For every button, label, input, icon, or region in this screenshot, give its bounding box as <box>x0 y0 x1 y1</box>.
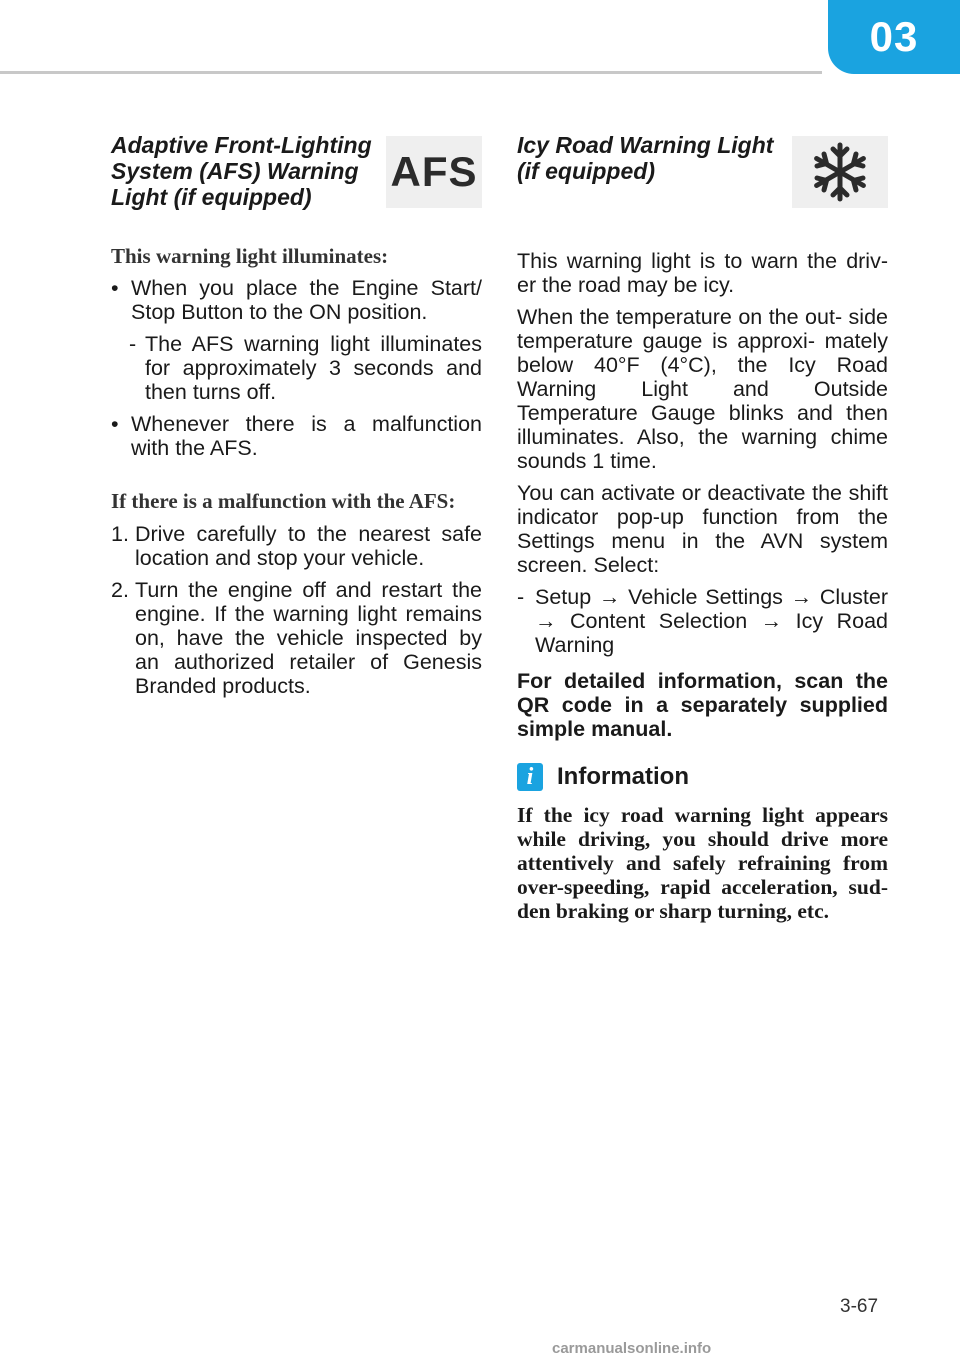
afs-step-2 <box>111 578 482 698</box>
bullet-mark: • <box>111 276 119 300</box>
icy-heading-row <box>517 132 888 212</box>
icy-road-section <box>517 132 888 923</box>
afs-icon-label: AFS <box>390 148 478 195</box>
afs-step-2-text: Turn the engine off and restart the engine. If the warning light remains on, have the vehicle inspected by an authorized retailer of Genesis Branded products. <box>135 578 482 698</box>
information-body: If the icy road warning light appears while driving, you should drive more attentively and safely refraining from over-speeding, rapid acceleration, sud- den braking or sharp turning, etc. <box>517 803 888 923</box>
icy-para-3: You can activate or deactivate the shift indicator pop-up function from the Settings menu in the AVN system screen. Select: <box>517 481 888 577</box>
afs-heading: Adaptive Front-Lighting System (AFS) Warning Light (if equipped) <box>111 132 372 210</box>
page-number: 3-67 <box>840 1296 879 1317</box>
info-icon: i <box>517 763 543 791</box>
watermark: carmanualsonline.info <box>552 1340 712 1357</box>
icy-menu-path-text: Setup → Vehicle Settings → Cluster → Content Selection → Icy Road Warning <box>535 585 888 657</box>
dash-mark: - <box>129 332 137 356</box>
afs-section <box>111 132 482 698</box>
icy-para-1: This warning light is to warn the driv- er the road may be icy. <box>517 249 888 297</box>
afs-bullet-2 <box>111 412 482 460</box>
header-rule <box>0 71 822 74</box>
icy-bold-note: For detailed information, scan the QR code in a separately supplied simple manual. <box>517 669 888 741</box>
icy-para-2: When the temperature on the out- side temperature gauge is approxi- mately below 40°F (4°C), the Icy Road Warning Light and Outside Temperature Gauge blinks and then illuminates. Also, the warning chime sounds 1 time. <box>517 305 888 473</box>
afs-step-1 <box>111 522 482 570</box>
step-number: 2. <box>111 578 129 602</box>
icy-heading: Icy Road Warning Light (if equipped) <box>517 132 774 184</box>
afs-illuminates-heading: This warning light illuminates: <box>111 244 389 268</box>
afs-step-1-text: Drive carefully to the nearest safe location and stop your vehicle. <box>135 522 482 570</box>
snowflake-icon <box>792 136 888 208</box>
bullet-mark: • <box>111 412 119 436</box>
afs-bullet-1-text: When you place the Engine Start/ Stop Button to the ON position. <box>131 276 482 324</box>
information-header <box>517 763 888 791</box>
afs-bullet-1 <box>111 276 482 324</box>
snowflake-icon-graphic <box>809 141 871 203</box>
afs-sub-bullet <box>111 332 482 404</box>
information-title: Information <box>557 763 689 790</box>
icy-menu-path <box>517 585 888 657</box>
afs-sub-bullet-text: The AFS warning light illuminates for approximately 3 seconds and then turns off. <box>145 332 482 404</box>
dash-mark: - <box>517 585 525 609</box>
afs-malfunction-heading: If there is a malfunction with the AFS: <box>111 489 456 513</box>
step-number: 1. <box>111 522 129 546</box>
afs-bullet-2-text: Whenever there is a malfunction with the AFS. <box>131 412 482 460</box>
afs-heading-row <box>111 132 482 212</box>
chapter-tab: 03 <box>828 0 960 74</box>
afs-warning-icon <box>386 136 482 208</box>
